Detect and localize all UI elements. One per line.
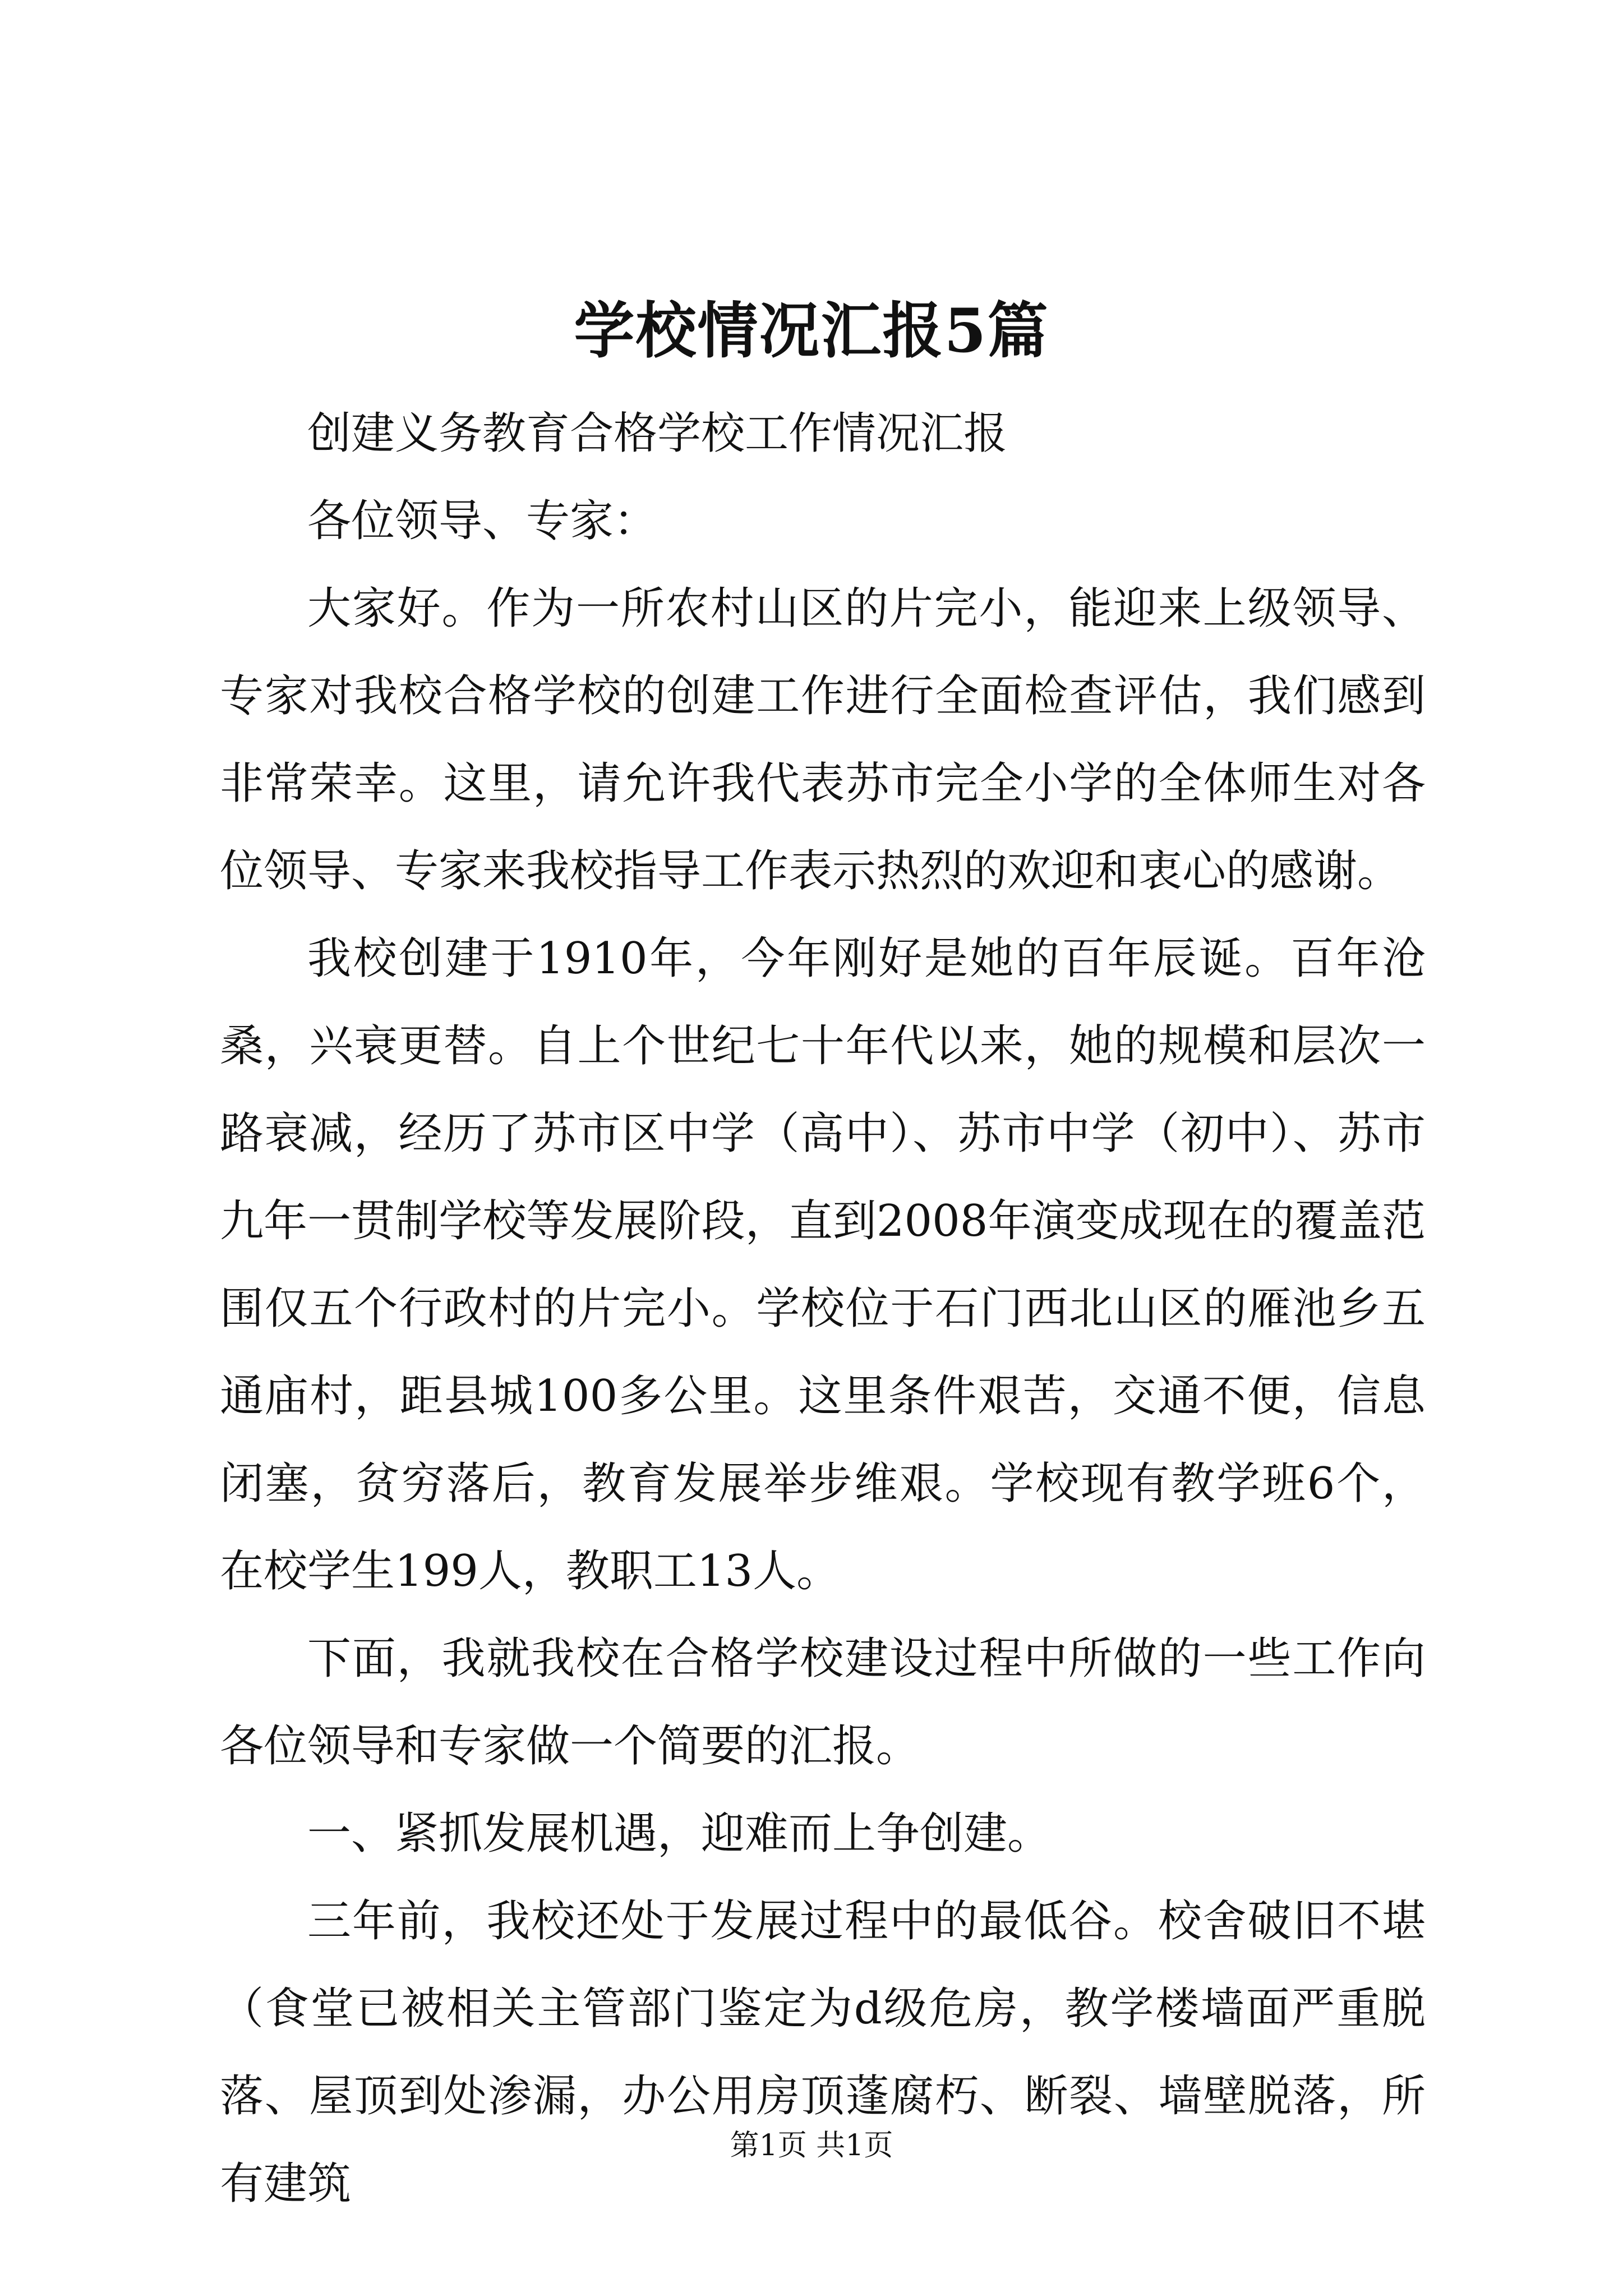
paragraph-school-history: 我校创建于1910年，今年刚好是她的百年辰诞。百年沧桑，兴衰更替。自上个世纪七十年代以来，她的规模和层次一路衰减，经历了苏市区中学（高中）、苏市中学（初中）、苏市九年一贯制学校等发展阶段，直到2008年演变成现在的覆盖范围仅五个行政村的片完小。学校位于石门西北山区的雁池乡五通庙村，距县城100多公里。这里条件艰苦，交通不便，信息闭塞，贫穷落后，教育发展举步维艰。学校现有教学班6个，在校学生199人，教职工13人。 bbox=[220, 933, 1426, 1596]
paragraph-report-intro: 下面，我就我校在合格学校建设过程中所做的一些工作向各位领导和专家做一个简要的汇报。 bbox=[220, 1634, 1426, 1772]
page-footer: 第1页 共1页 bbox=[730, 2129, 893, 2162]
paragraph-subtitle: 创建义务教育合格学校工作情况汇报 bbox=[307, 408, 1008, 459]
document-title: 学校情况汇报5篇 bbox=[574, 296, 1049, 366]
paragraph-three-years-ago: 三年前，我校还处于发展过程中的最低谷。校舍破旧不堪（食堂已被相关主管部门鉴定为d级危房，教学楼墙面严重脱落、屋顶到处渗漏，办公用房顶蓬腐朽、断裂、墙壁脱落，所有建筑 bbox=[220, 1896, 1426, 2209]
document-body bbox=[220, 390, 1426, 2228]
paragraph-greeting: 大家好。作为一所农村山区的片完小，能迎来上级领导、专家对我校合格学校的创建工作进行全面检查评估，我们感到非常荣幸。这里，请允许我代表苏市完全小学的全体师生对各位领导、专家来我校指导工作表示热烈的欢迎和衷心的感谢。 bbox=[220, 583, 1426, 896]
paragraph-salutation: 各位领导、专家： bbox=[307, 496, 658, 546]
paragraph-section-heading: 一、紧抓发展机遇，迎难而上争创建。 bbox=[307, 1809, 1052, 1859]
